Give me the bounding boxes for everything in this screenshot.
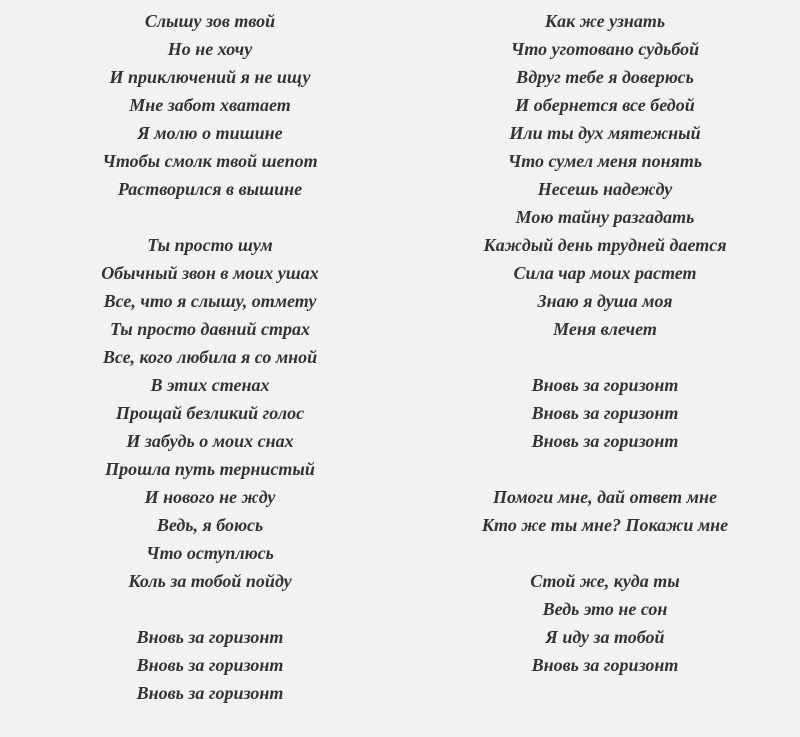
- left-lyric-line: И приключений я не ищу: [109, 67, 311, 87]
- left-lyric-line: И забудь о моих снах: [126, 431, 294, 451]
- right-lyric-line: Ведь это не сон: [542, 599, 668, 619]
- right-lyric-line: Кто же ты мне? Покажи мне: [481, 515, 729, 535]
- right-lyric-line: Несешь надежду: [537, 179, 673, 199]
- left-lyric-line: Растворился в вышине: [117, 179, 303, 199]
- right-lyric-line: Я иду за тобой: [545, 627, 665, 647]
- right-lyric-line: Что сумел меня понять: [507, 151, 703, 171]
- right-lyric-line: Мою тайну разгадать: [515, 207, 695, 227]
- left-lyric-line: Я молю о тишине: [137, 123, 283, 143]
- left-lyric-line: Обычный звон в моих ушах: [101, 263, 319, 283]
- lyrics-right-column: [450, 7, 760, 679]
- left-lyric-line: Чтобы смолк твой шепот: [102, 151, 318, 171]
- left-lyric-line: Коль за тобой пойду: [128, 571, 292, 591]
- right-lyric-line: Стой же, куда ты: [530, 571, 680, 591]
- left-lyric-line: Все, что я слышу, отмету: [103, 291, 317, 311]
- right-lyric-line: Знаю я душа моя: [537, 291, 673, 311]
- right-lyric-line: Как же узнать: [544, 11, 666, 31]
- lyrics-left-column: [70, 7, 350, 707]
- left-lyric-line: Слышу зов твой: [144, 11, 276, 31]
- left-lyric-line: В этих стенах: [150, 375, 270, 395]
- left-lyric-line: Вновь за горизонт: [136, 627, 284, 647]
- right-lyric-line: Что уготовано судьбой: [510, 39, 700, 59]
- left-lyric-line: Все, кого любила я со мной: [102, 347, 318, 367]
- right-lyric-line: Сила чар моих растет: [513, 263, 697, 283]
- left-lyric-line: Вновь за горизонт: [136, 655, 284, 675]
- right-lyric-line: Помоги мне, дай ответ мне: [493, 487, 717, 507]
- left-lyric-line: Ты просто давний страх: [109, 319, 311, 339]
- right-lyric-line: Вновь за горизонт: [531, 431, 679, 451]
- left-stanza-break: [70, 595, 350, 623]
- right-lyric-line: Каждый день трудней дается: [483, 235, 727, 255]
- right-lyric-line: Меня влечет: [553, 319, 657, 339]
- left-lyric-line: Прощай безликий голос: [115, 403, 305, 423]
- right-lyric-line: Вновь за горизонт: [531, 403, 679, 423]
- left-lyric-line: Что оступлюсь: [146, 543, 274, 563]
- right-stanza-break: [450, 343, 760, 371]
- left-lyric-line: Ты просто шум: [147, 235, 273, 255]
- right-stanza-break: [450, 539, 760, 567]
- left-lyric-line: Ведь, я боюсь: [156, 515, 264, 535]
- right-lyric-line: Вновь за горизонт: [531, 655, 679, 675]
- right-lyric-line: И обернется все бедой: [515, 95, 695, 115]
- left-lyric-line: Но не хочу: [167, 39, 253, 59]
- left-lyric-line: И нового не жду: [144, 487, 276, 507]
- right-stanza-break: [450, 455, 760, 483]
- right-lyric-line: Или ты дух мятежный: [509, 123, 701, 143]
- left-lyric-line: Вновь за горизонт: [136, 683, 284, 703]
- right-lyric-line: Вновь за горизонт: [531, 375, 679, 395]
- right-lyric-line: Вдруг тебе я доверюсь: [516, 67, 694, 87]
- left-lyric-line: Мне забот хватает: [129, 95, 291, 115]
- left-stanza-break: [70, 203, 350, 231]
- left-lyric-line: Прошла путь тернистый: [105, 459, 315, 479]
